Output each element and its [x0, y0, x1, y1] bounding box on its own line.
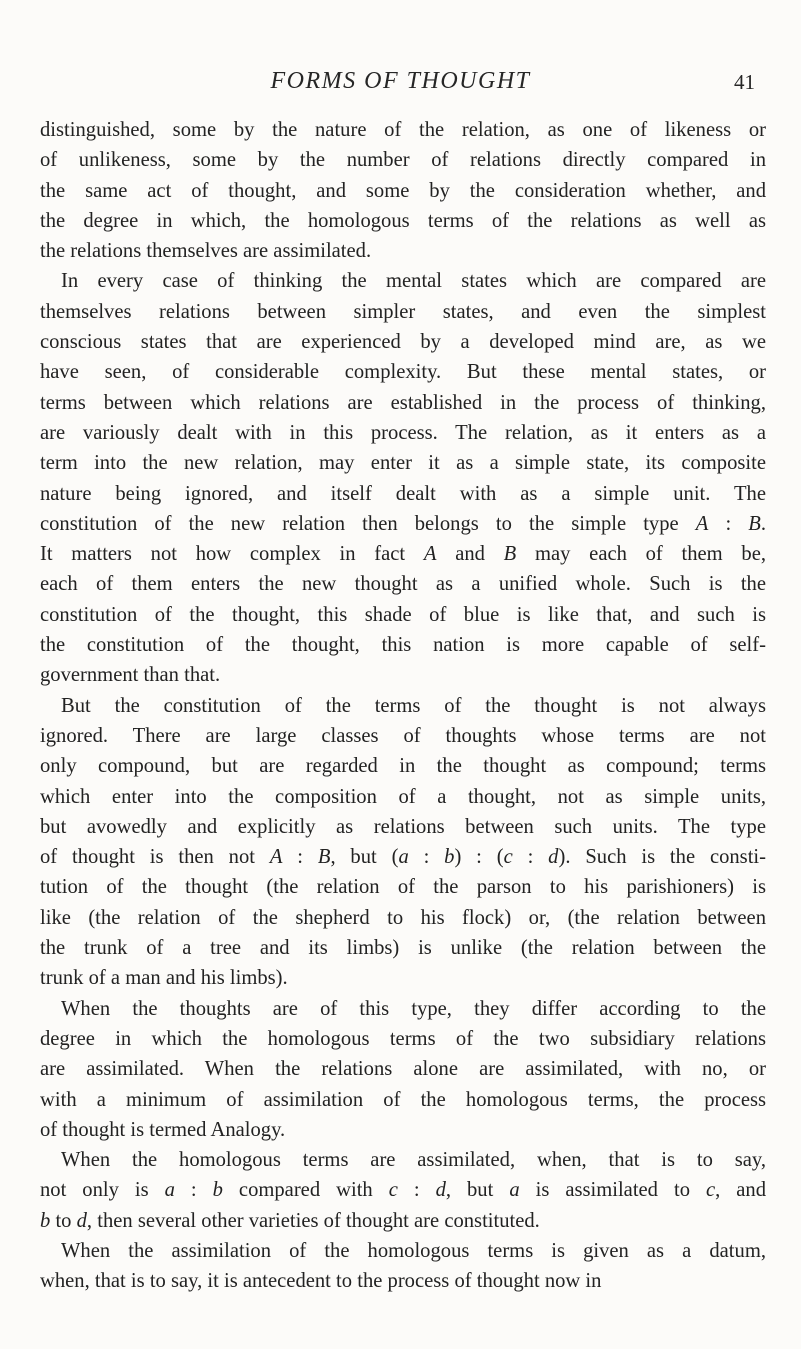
text-line: It matters not how complex in fact A and B may each of them be,	[40, 543, 767, 566]
text-line: distinguished, some by the nature of the relation, as one of likeness or	[40, 119, 766, 141]
text-line: government than that.	[40, 664, 221, 687]
text-line: with a minimum of assimilation of the homologous terms, the process	[40, 1088, 766, 1111]
text-line: when, that is to say, it is antecedent to the process of thought now in	[40, 1270, 602, 1293]
paragraph	[40, 266, 766, 690]
running-head-title: FORMS OF THOUGHT	[270, 68, 531, 94]
text-line: are variously dealt with in this process. The relation, as it enters as a	[40, 421, 766, 444]
text-line: trunk of a man and his limbs).	[40, 967, 288, 990]
text-line: constitution of the thought, this shade of blue is like that, and such is	[40, 603, 766, 626]
text-line: the trunk of a tree and its limbs) is unlike (the relation between the	[40, 937, 766, 960]
text-line: When the thoughts are of this type, they differ according to the	[61, 997, 766, 1020]
text-line: constitution of the new relation then belongs to the simple type A : B.	[40, 512, 766, 535]
paragraph	[40, 1236, 766, 1297]
text-line: not only is a : b compared with c : d, but a is assimilated to c, and	[40, 1179, 766, 1202]
paragraph	[40, 691, 766, 994]
text-line: of unlikeness, some by the number of relations directly compared in	[40, 149, 766, 172]
text-line: themselves relations between simpler states, and even the simplest	[40, 300, 766, 323]
text-line: of thought is then not A : B, but (a : b) : (c : d). Such is the consti-	[40, 846, 766, 869]
text-line: the same act of thought, and some by the consideration whether, and	[40, 179, 766, 202]
text-line: have seen, of considerable complexity. But these mental states, or	[40, 361, 766, 384]
text-line: When the assimilation of the homologous terms is given as a datum,	[61, 1239, 766, 1262]
text-line: but avowedly and explicitly as relations between such units. The type	[40, 815, 766, 838]
text-line: which enter into the composition of a thought, not as simple units,	[40, 785, 766, 808]
text-line: degree in which the homologous terms of the two subsidiary relations	[40, 1027, 766, 1050]
text-line: nature being ignored, and itself dealt with as a simple unit. The	[40, 482, 766, 505]
text-line: b to d, then several other varieties of thought are constituted.	[40, 1209, 540, 1232]
text-line: In every case of thinking the mental states which are compared are	[61, 270, 766, 293]
paragraph	[40, 994, 766, 1145]
paragraph	[40, 115, 766, 266]
text-line: When the homologous terms are assimilated, when, that is to say,	[61, 1149, 766, 1172]
text-line: are assimilated. When the relations alone are assimilated, with no, or	[40, 1058, 766, 1081]
page-number: 41	[734, 70, 755, 94]
text-line: each of them enters the new thought as a unified whole. Such is the	[40, 573, 766, 596]
text-line: of thought is termed Analogy.	[40, 1118, 286, 1141]
text-line: the relations themselves are assimilated.	[40, 240, 372, 263]
body-text	[40, 115, 766, 1297]
text-line: ignored. There are large classes of thoughts whose terms are not	[40, 724, 766, 747]
text-line: the degree in which, the homologous terms of the relations as well as	[40, 209, 766, 232]
paragraph	[40, 1145, 766, 1236]
text-line: terms between which relations are established in the process of thinking,	[40, 391, 766, 414]
text-line: tution of the thought (the relation of the parson to his parishioners) is	[40, 876, 766, 899]
running-head	[0, 68, 801, 98]
text-line: only compound, but are regarded in the thought as compound; terms	[40, 755, 766, 778]
text-line: like (the relation of the shepherd to his flock) or, (the relation between	[40, 906, 766, 929]
text-line: the constitution of the thought, this nation is more capable of self-	[40, 634, 766, 657]
text-line: conscious states that are experienced by a developed mind are, as we	[40, 331, 766, 354]
text-line: But the constitution of the terms of the thought is not always	[61, 694, 766, 717]
text-line: term into the new relation, may enter it as a simple state, its composite	[40, 452, 766, 475]
